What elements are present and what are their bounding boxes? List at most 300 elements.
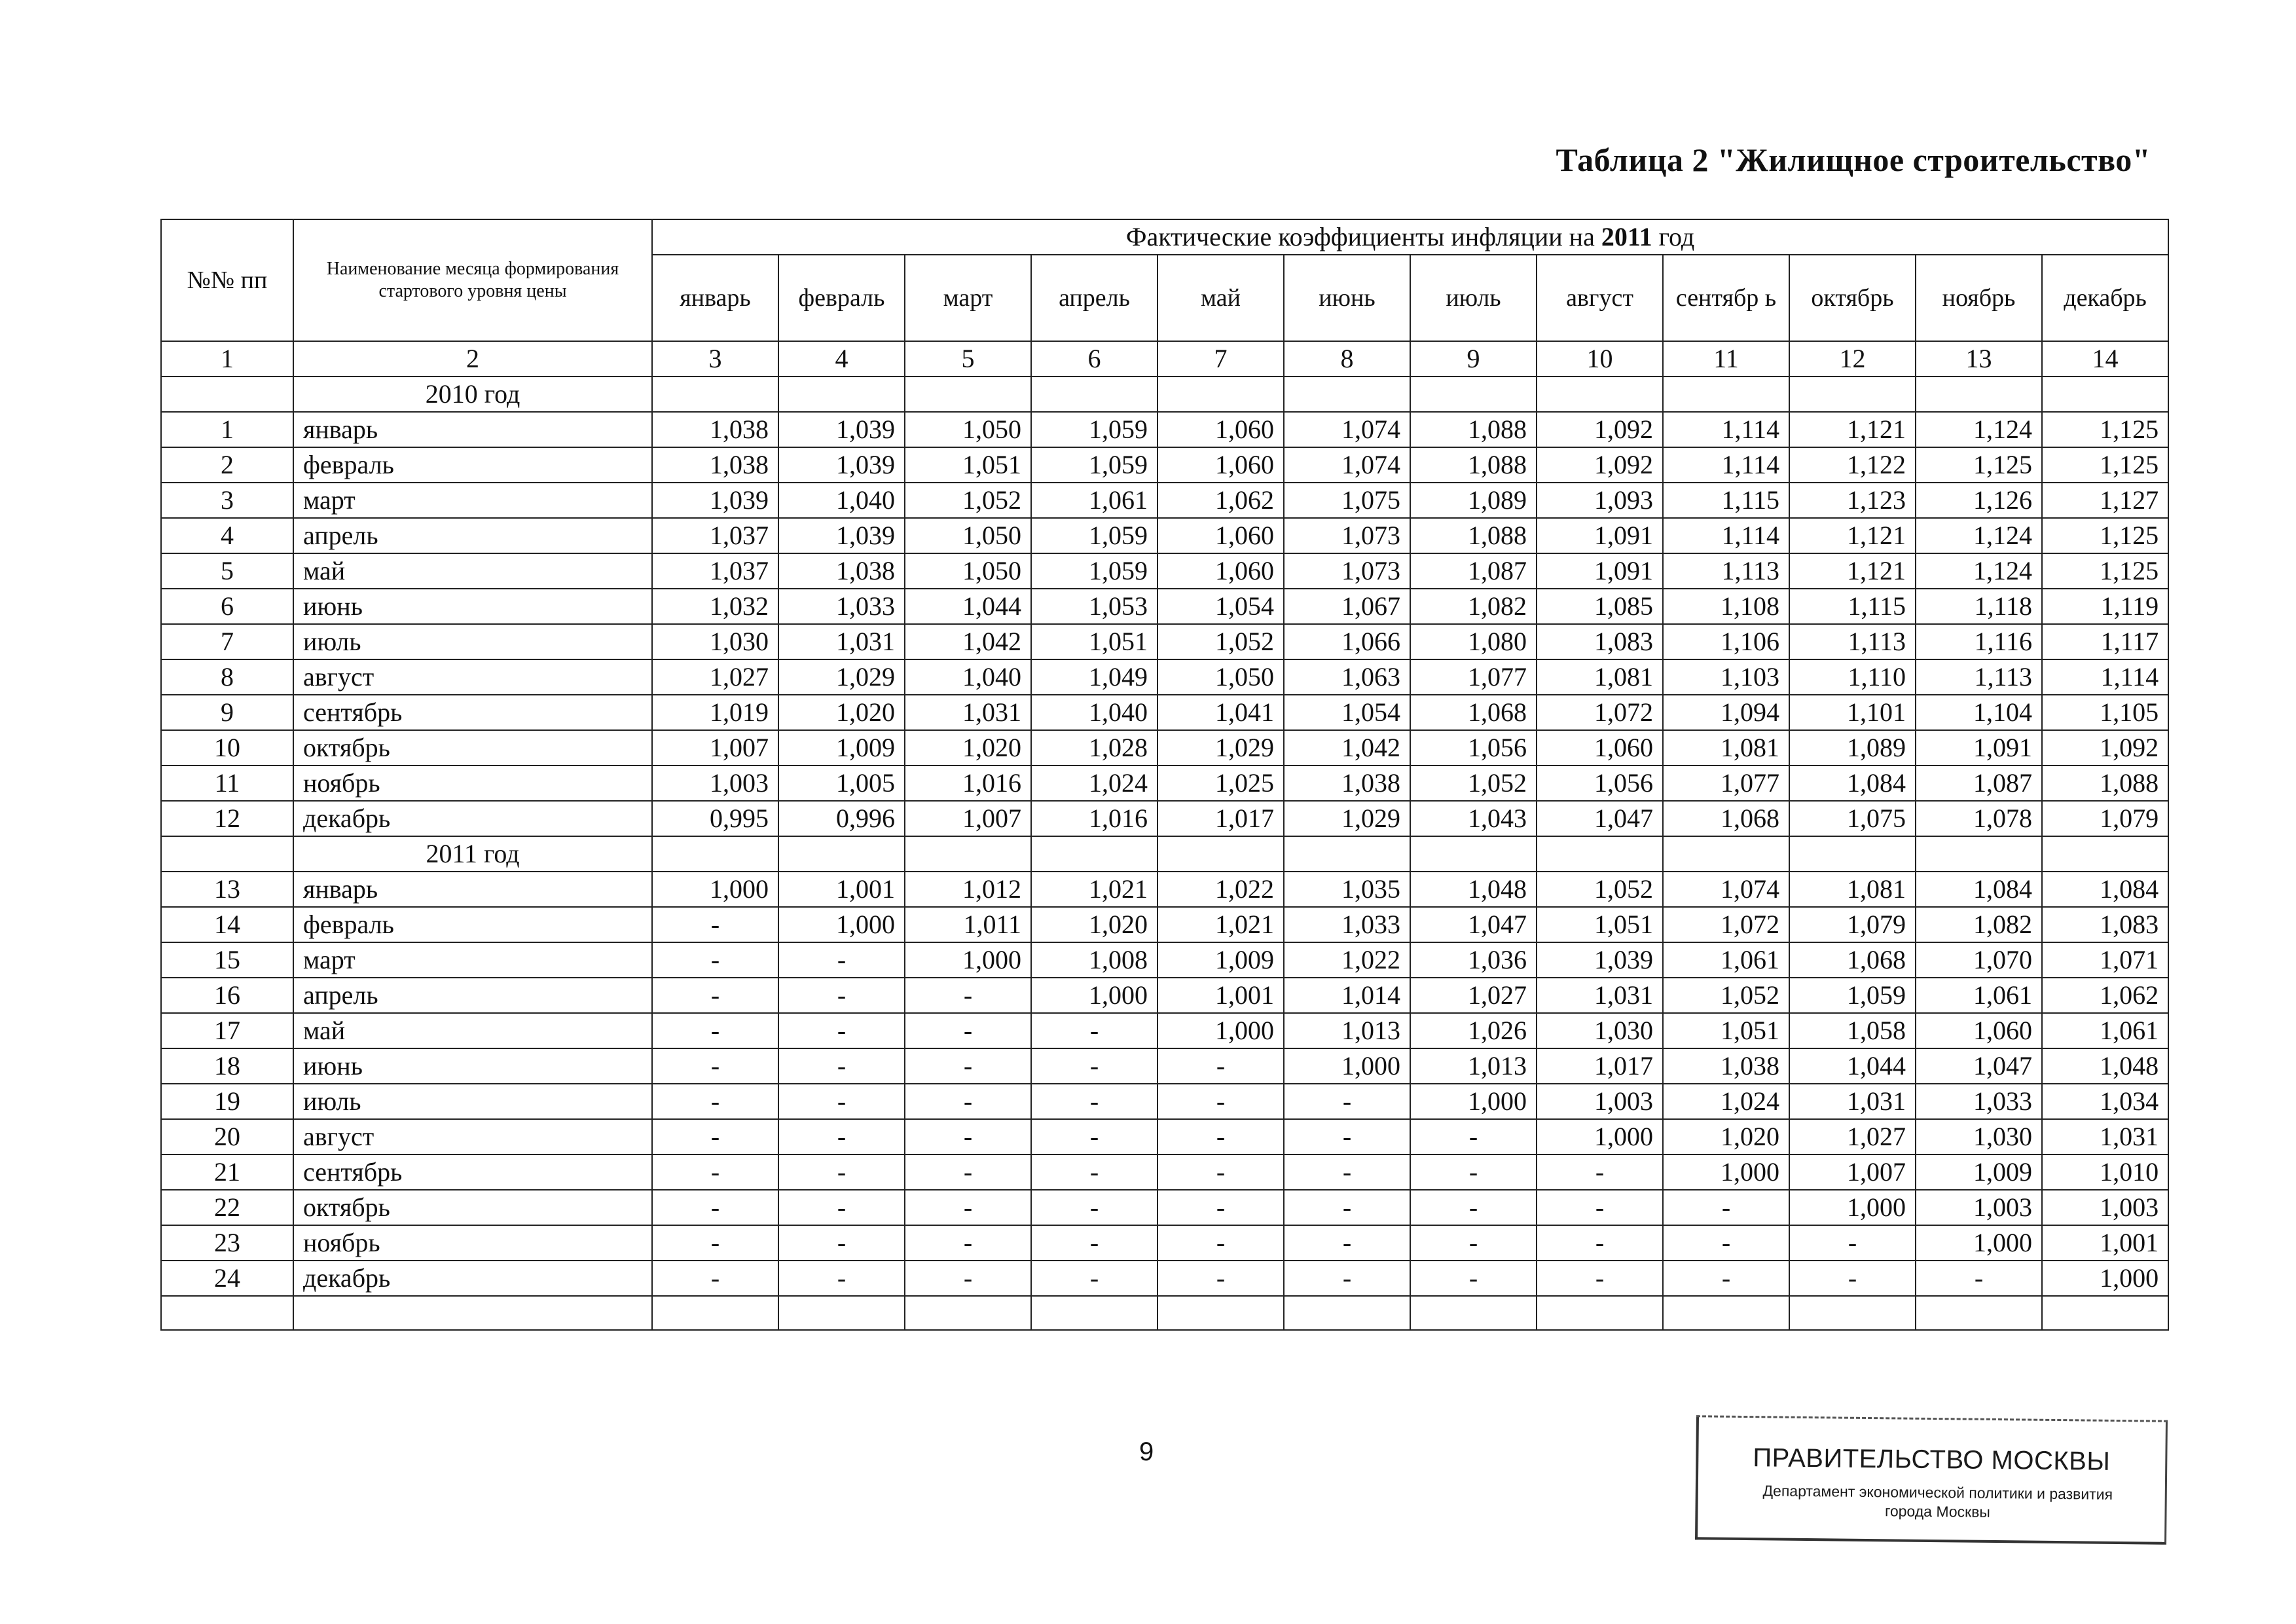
header-month-6: июнь bbox=[1284, 255, 1410, 341]
coefficient-cell: 1,031 bbox=[2042, 1119, 2168, 1154]
coefficient-cell: - bbox=[652, 1190, 778, 1225]
coefficient-cell: 1,067 bbox=[1284, 589, 1410, 624]
table-row bbox=[161, 659, 2168, 695]
year-empty-cell bbox=[1284, 836, 1410, 872]
coefficient-cell: 1,039 bbox=[778, 412, 905, 447]
coefficient-cell: 1,059 bbox=[1789, 978, 1916, 1013]
coefficient-cell: 1,014 bbox=[1284, 978, 1410, 1013]
year-empty-cell bbox=[161, 377, 293, 412]
coefficient-cell: - bbox=[1157, 1048, 1284, 1084]
coefficient-cell: 1,038 bbox=[778, 553, 905, 589]
year-empty-cell bbox=[1031, 836, 1157, 872]
row-number: 16 bbox=[161, 978, 293, 1013]
coefficient-cell: 1,029 bbox=[1157, 730, 1284, 766]
coefficient-cell: 1,042 bbox=[905, 624, 1031, 659]
coefficient-cell: 1,000 bbox=[652, 872, 778, 907]
coefficient-cell: - bbox=[1410, 1154, 1537, 1190]
coefficient-cell: 1,059 bbox=[1031, 518, 1157, 553]
row-number: 14 bbox=[161, 907, 293, 942]
coefficient-cell: 1,060 bbox=[1157, 518, 1284, 553]
coefficient-cell: 1,122 bbox=[1789, 447, 1916, 483]
year-row-2011 bbox=[161, 836, 2168, 872]
coefficient-cell: 1,029 bbox=[778, 659, 905, 695]
year-empty-cell bbox=[1537, 836, 1663, 872]
header-group-suffix: год bbox=[1652, 222, 1695, 251]
coefficient-cell: 1,027 bbox=[652, 659, 778, 695]
coefficient-cell: - bbox=[1157, 1225, 1284, 1261]
row-month: декабрь bbox=[293, 1261, 652, 1296]
row-month: сентябрь bbox=[293, 1154, 652, 1190]
coefficient-cell: 1,056 bbox=[1537, 766, 1663, 801]
table-row bbox=[161, 1225, 2168, 1261]
coefficient-cell: 1,081 bbox=[1537, 659, 1663, 695]
coefficient-cell: 1,031 bbox=[1537, 978, 1663, 1013]
coefficient-cell: 1,121 bbox=[1789, 518, 1916, 553]
header-group-year: 2011 bbox=[1601, 222, 1652, 251]
row-month: апрель bbox=[293, 978, 652, 1013]
row-number: 15 bbox=[161, 942, 293, 978]
coefficient-cell: 1,053 bbox=[1031, 589, 1157, 624]
coefficient-cell: 1,005 bbox=[778, 766, 905, 801]
coefficient-cell: 1,030 bbox=[1537, 1013, 1663, 1048]
coefficient-cell: 1,012 bbox=[905, 872, 1031, 907]
coefficient-cell: 1,124 bbox=[1916, 412, 2042, 447]
coefficient-cell: 1,089 bbox=[1410, 483, 1537, 518]
row-month: июнь bbox=[293, 589, 652, 624]
coefficient-cell: 1,068 bbox=[1410, 695, 1537, 730]
empty-cell bbox=[1031, 1296, 1157, 1330]
year-empty-cell bbox=[1284, 377, 1410, 412]
row-number: 19 bbox=[161, 1084, 293, 1119]
coefficient-cell: - bbox=[1410, 1261, 1537, 1296]
coefficient-cell: 1,016 bbox=[905, 766, 1031, 801]
empty-cell bbox=[161, 1296, 293, 1330]
coefficient-cell: 1,047 bbox=[1916, 1048, 2042, 1084]
coefficient-cell: 1,060 bbox=[1157, 553, 1284, 589]
empty-cell bbox=[1789, 1296, 1916, 1330]
row-month: июль bbox=[293, 624, 652, 659]
table-row bbox=[161, 801, 2168, 836]
row-number: 5 bbox=[161, 553, 293, 589]
coefficient-cell: 1,073 bbox=[1284, 518, 1410, 553]
column-index-10: 10 bbox=[1537, 341, 1663, 377]
coefficient-cell: 0,995 bbox=[652, 801, 778, 836]
coefficient-cell: 1,050 bbox=[905, 518, 1031, 553]
header-month-7: июль bbox=[1410, 255, 1537, 341]
coefficient-cell: - bbox=[652, 942, 778, 978]
coefficient-cell: 1,043 bbox=[1410, 801, 1537, 836]
coefficient-cell: - bbox=[778, 1048, 905, 1084]
header-month-8: август bbox=[1537, 255, 1663, 341]
coefficient-cell: 1,000 bbox=[1789, 1190, 1916, 1225]
coefficient-cell: 1,116 bbox=[1916, 624, 2042, 659]
coefficient-cell: 1,072 bbox=[1537, 695, 1663, 730]
coefficient-cell: 1,000 bbox=[1031, 978, 1157, 1013]
coefficient-cell: 1,106 bbox=[1663, 624, 1789, 659]
coefficient-cell: 1,059 bbox=[1031, 412, 1157, 447]
column-index-9: 9 bbox=[1410, 341, 1537, 377]
column-index-7: 7 bbox=[1157, 341, 1284, 377]
coefficient-cell: 1,037 bbox=[652, 553, 778, 589]
coefficient-cell: 1,088 bbox=[1410, 412, 1537, 447]
year-empty-cell bbox=[2042, 836, 2168, 872]
header-month-4: апрель bbox=[1031, 255, 1157, 341]
coefficient-cell: 1,093 bbox=[1537, 483, 1663, 518]
coefficient-cell: - bbox=[1031, 1261, 1157, 1296]
coefficient-cell: 1,003 bbox=[1916, 1190, 2042, 1225]
coefficient-cell: 1,115 bbox=[1789, 589, 1916, 624]
column-index-5: 5 bbox=[905, 341, 1031, 377]
column-index-6: 6 bbox=[1031, 341, 1157, 377]
coefficient-cell: 1,114 bbox=[1663, 412, 1789, 447]
row-number: 23 bbox=[161, 1225, 293, 1261]
coefficient-cell: - bbox=[778, 1154, 905, 1190]
row-month: ноябрь bbox=[293, 1225, 652, 1261]
coefficient-cell: - bbox=[1031, 1013, 1157, 1048]
coefficient-cell: 1,125 bbox=[2042, 553, 2168, 589]
coefficient-cell: 1,038 bbox=[652, 447, 778, 483]
empty-cell bbox=[2042, 1296, 2168, 1330]
coefficient-cell: - bbox=[1537, 1190, 1663, 1225]
inflation-table bbox=[160, 219, 2169, 1331]
coefficient-cell: 1,091 bbox=[1537, 518, 1663, 553]
department-stamp bbox=[1695, 1415, 2168, 1545]
coefficient-cell: 1,017 bbox=[1157, 801, 1284, 836]
coefficient-cell: 1,092 bbox=[2042, 730, 2168, 766]
coefficient-cell: - bbox=[778, 1190, 905, 1225]
coefficient-cell: 1,087 bbox=[1916, 766, 2042, 801]
coefficient-cell: 1,068 bbox=[1663, 801, 1789, 836]
coefficient-cell: 1,091 bbox=[1537, 553, 1663, 589]
row-month: январь bbox=[293, 872, 652, 907]
coefficient-cell: 1,077 bbox=[1410, 659, 1537, 695]
coefficient-cell: 1,084 bbox=[1916, 872, 2042, 907]
year-empty-cell bbox=[652, 836, 778, 872]
coefficient-cell: 1,061 bbox=[1663, 942, 1789, 978]
coefficient-cell: - bbox=[905, 1119, 1031, 1154]
coefficient-cell: - bbox=[905, 978, 1031, 1013]
coefficient-cell: 1,010 bbox=[2042, 1154, 2168, 1190]
year-empty-cell bbox=[1410, 836, 1537, 872]
coefficient-cell: - bbox=[1284, 1190, 1410, 1225]
coefficient-cell: 1,060 bbox=[1537, 730, 1663, 766]
row-number: 8 bbox=[161, 659, 293, 695]
coefficient-cell: 1,000 bbox=[1410, 1084, 1537, 1119]
row-month: март bbox=[293, 483, 652, 518]
coefficient-cell: 1,000 bbox=[778, 907, 905, 942]
column-index-2: 2 bbox=[293, 341, 652, 377]
coefficient-cell: 1,000 bbox=[2042, 1261, 2168, 1296]
coefficient-cell: 1,085 bbox=[1537, 589, 1663, 624]
coefficient-cell: 1,019 bbox=[652, 695, 778, 730]
row-number: 1 bbox=[161, 412, 293, 447]
column-index-14: 14 bbox=[2042, 341, 2168, 377]
coefficient-cell: 1,125 bbox=[2042, 518, 2168, 553]
coefficient-cell: 1,000 bbox=[1537, 1119, 1663, 1154]
table-row bbox=[161, 518, 2168, 553]
coefficient-cell: 1,027 bbox=[1789, 1119, 1916, 1154]
coefficient-cell: 1,110 bbox=[1789, 659, 1916, 695]
table-row bbox=[161, 695, 2168, 730]
row-month: август bbox=[293, 1119, 652, 1154]
year-row-2010 bbox=[161, 377, 2168, 412]
coefficient-cell: 1,060 bbox=[1157, 447, 1284, 483]
coefficient-cell: 1,035 bbox=[1284, 872, 1410, 907]
row-number: 11 bbox=[161, 766, 293, 801]
row-month: май bbox=[293, 553, 652, 589]
coefficient-cell: 1,059 bbox=[1031, 447, 1157, 483]
coefficient-cell: 1,020 bbox=[905, 730, 1031, 766]
coefficient-cell: 1,034 bbox=[2042, 1084, 2168, 1119]
coefficient-cell: 1,101 bbox=[1789, 695, 1916, 730]
table-body bbox=[161, 341, 2168, 1330]
row-month: октябрь bbox=[293, 730, 652, 766]
coefficient-cell: - bbox=[1284, 1261, 1410, 1296]
table-row bbox=[161, 1154, 2168, 1190]
coefficient-cell: - bbox=[905, 1048, 1031, 1084]
row-number: 3 bbox=[161, 483, 293, 518]
coefficient-cell: 1,039 bbox=[1537, 942, 1663, 978]
table-row bbox=[161, 589, 2168, 624]
coefficient-cell: 1,009 bbox=[1157, 942, 1284, 978]
table-row bbox=[161, 1261, 2168, 1296]
coefficient-cell: - bbox=[652, 1119, 778, 1154]
coefficient-cell: 1,020 bbox=[1663, 1119, 1789, 1154]
coefficient-cell: 1,040 bbox=[1031, 695, 1157, 730]
row-month: ноябрь bbox=[293, 766, 652, 801]
coefficient-cell: - bbox=[652, 1225, 778, 1261]
coefficient-cell: - bbox=[652, 1261, 778, 1296]
coefficient-cell: 1,094 bbox=[1663, 695, 1789, 730]
coefficient-cell: 1,041 bbox=[1157, 695, 1284, 730]
row-month: февраль bbox=[293, 447, 652, 483]
coefficient-cell: 1,082 bbox=[1916, 907, 2042, 942]
coefficient-cell: 1,051 bbox=[1663, 1013, 1789, 1048]
coefficient-cell: 1,038 bbox=[1284, 766, 1410, 801]
coefficient-cell: 1,003 bbox=[2042, 1190, 2168, 1225]
coefficient-cell: - bbox=[905, 1225, 1031, 1261]
coefficient-cell: 1,042 bbox=[1284, 730, 1410, 766]
empty-cell bbox=[1537, 1296, 1663, 1330]
coefficient-cell: 1,000 bbox=[1916, 1225, 2042, 1261]
coefficient-cell: 1,075 bbox=[1284, 483, 1410, 518]
coefficient-cell: 1,124 bbox=[1916, 553, 2042, 589]
coefficient-cell: - bbox=[1157, 1084, 1284, 1119]
coefficient-cell: - bbox=[1537, 1154, 1663, 1190]
row-month: июль bbox=[293, 1084, 652, 1119]
coefficient-cell: 1,031 bbox=[1789, 1084, 1916, 1119]
coefficient-cell: 1,062 bbox=[2042, 978, 2168, 1013]
year-empty-cell bbox=[1537, 377, 1663, 412]
year-empty-cell bbox=[1031, 377, 1157, 412]
row-number: 9 bbox=[161, 695, 293, 730]
coefficient-cell: - bbox=[1284, 1119, 1410, 1154]
coefficient-cell: 1,118 bbox=[1916, 589, 2042, 624]
coefficient-cell: 1,061 bbox=[1031, 483, 1157, 518]
table-row bbox=[161, 553, 2168, 589]
coefficient-cell: - bbox=[1789, 1261, 1916, 1296]
coefficient-cell: 1,050 bbox=[1157, 659, 1284, 695]
coefficient-cell: - bbox=[1663, 1261, 1789, 1296]
coefficient-cell: - bbox=[905, 1013, 1031, 1048]
row-month: май bbox=[293, 1013, 652, 1048]
coefficient-cell: 1,044 bbox=[905, 589, 1031, 624]
coefficient-cell: - bbox=[1663, 1225, 1789, 1261]
coefficient-cell: 1,056 bbox=[1410, 730, 1537, 766]
row-month: октябрь bbox=[293, 1190, 652, 1225]
coefficient-cell: - bbox=[1031, 1154, 1157, 1190]
year-empty-cell bbox=[161, 836, 293, 872]
coefficient-cell: 1,105 bbox=[2042, 695, 2168, 730]
coefficient-cell: 1,088 bbox=[1410, 518, 1537, 553]
coefficient-cell: 1,007 bbox=[1789, 1154, 1916, 1190]
coefficient-cell: 1,059 bbox=[1031, 553, 1157, 589]
column-index-1: 1 bbox=[161, 341, 293, 377]
coefficient-cell: 1,033 bbox=[1284, 907, 1410, 942]
table-row bbox=[161, 907, 2168, 942]
coefficient-cell: 1,103 bbox=[1663, 659, 1789, 695]
coefficient-cell: 1,113 bbox=[1663, 553, 1789, 589]
empty-cell bbox=[1410, 1296, 1537, 1330]
coefficient-cell: - bbox=[652, 1048, 778, 1084]
year-empty-cell bbox=[778, 377, 905, 412]
header-month-1: январь bbox=[652, 255, 778, 341]
year-empty-cell bbox=[1916, 377, 2042, 412]
coefficient-cell: 1,051 bbox=[1537, 907, 1663, 942]
coefficient-cell: - bbox=[1663, 1190, 1789, 1225]
coefficient-cell: 1,058 bbox=[1789, 1013, 1916, 1048]
table-row bbox=[161, 1119, 2168, 1154]
coefficient-cell: - bbox=[652, 978, 778, 1013]
header-month-3: март bbox=[905, 255, 1031, 341]
empty-cell bbox=[778, 1296, 905, 1330]
coefficient-cell: 1,050 bbox=[905, 553, 1031, 589]
coefficient-cell: 1,048 bbox=[2042, 1048, 2168, 1084]
coefficient-cell: 1,126 bbox=[1916, 483, 2042, 518]
year-empty-cell bbox=[1916, 836, 2042, 872]
coefficient-cell: 1,073 bbox=[1284, 553, 1410, 589]
coefficient-cell: - bbox=[652, 1154, 778, 1190]
coefficient-cell: 1,121 bbox=[1789, 412, 1916, 447]
coefficient-cell: 1,052 bbox=[1157, 624, 1284, 659]
coefficient-cell: 1,052 bbox=[1410, 766, 1537, 801]
coefficient-cell: 1,113 bbox=[1789, 624, 1916, 659]
row-number: 6 bbox=[161, 589, 293, 624]
year-empty-cell bbox=[905, 377, 1031, 412]
header-month-5: май bbox=[1157, 255, 1284, 341]
coefficient-cell: 1,008 bbox=[1031, 942, 1157, 978]
coefficient-cell: 1,039 bbox=[652, 483, 778, 518]
coefficient-cell: 1,001 bbox=[778, 872, 905, 907]
coefficient-cell: - bbox=[1537, 1261, 1663, 1296]
coefficient-cell: 1,061 bbox=[1916, 978, 2042, 1013]
coefficient-cell: 1,036 bbox=[1410, 942, 1537, 978]
coefficient-cell: 1,062 bbox=[1157, 483, 1284, 518]
coefficient-cell: - bbox=[1410, 1119, 1537, 1154]
year-empty-cell bbox=[1663, 836, 1789, 872]
table-row bbox=[161, 624, 2168, 659]
coefficient-cell: 1,003 bbox=[652, 766, 778, 801]
header-month-11: ноябрь bbox=[1916, 255, 2042, 341]
coefficient-cell: - bbox=[1410, 1190, 1537, 1225]
coefficient-cell: 1,077 bbox=[1663, 766, 1789, 801]
coefficient-cell: 1,052 bbox=[1663, 978, 1789, 1013]
coefficient-cell: 1,074 bbox=[1284, 447, 1410, 483]
coefficient-cell: 1,021 bbox=[1157, 907, 1284, 942]
row-number: 18 bbox=[161, 1048, 293, 1084]
header-month-2: февраль bbox=[778, 255, 905, 341]
coefficient-cell: 1,030 bbox=[652, 624, 778, 659]
coefficient-cell: 1,124 bbox=[1916, 518, 2042, 553]
coefficient-cell: 1,007 bbox=[905, 801, 1031, 836]
year-empty-cell bbox=[1157, 377, 1284, 412]
coefficient-cell: 1,119 bbox=[2042, 589, 2168, 624]
column-index-12: 12 bbox=[1789, 341, 1916, 377]
year-empty-cell bbox=[1789, 836, 1916, 872]
row-month: март bbox=[293, 942, 652, 978]
coefficient-cell: 1,013 bbox=[1410, 1048, 1537, 1084]
coefficient-cell: 1,068 bbox=[1789, 942, 1916, 978]
coefficient-cell: - bbox=[1284, 1084, 1410, 1119]
coefficient-cell: 1,066 bbox=[1284, 624, 1410, 659]
coefficient-cell: 1,050 bbox=[905, 412, 1031, 447]
coefficient-cell: 1,084 bbox=[2042, 872, 2168, 907]
coefficient-cell: 1,020 bbox=[778, 695, 905, 730]
coefficient-cell: - bbox=[1284, 1225, 1410, 1261]
coefficient-cell: 1,052 bbox=[1537, 872, 1663, 907]
empty-cell bbox=[905, 1296, 1031, 1330]
coefficient-cell: 1,127 bbox=[2042, 483, 2168, 518]
empty-cell bbox=[293, 1296, 652, 1330]
coefficient-cell: 1,026 bbox=[1410, 1013, 1537, 1048]
coefficient-cell: 1,038 bbox=[1663, 1048, 1789, 1084]
coefficient-cell: - bbox=[1789, 1225, 1916, 1261]
coefficient-cell: - bbox=[1031, 1190, 1157, 1225]
table-row bbox=[161, 942, 2168, 978]
table-row bbox=[161, 412, 2168, 447]
coefficient-cell: 1,000 bbox=[1284, 1048, 1410, 1084]
coefficient-cell: 1,074 bbox=[1663, 872, 1789, 907]
row-number: 24 bbox=[161, 1261, 293, 1296]
coefficient-cell: 1,024 bbox=[1663, 1084, 1789, 1119]
row-number: 22 bbox=[161, 1190, 293, 1225]
coefficient-cell: - bbox=[1284, 1154, 1410, 1190]
coefficient-cell: 1,054 bbox=[1157, 589, 1284, 624]
table-row bbox=[161, 730, 2168, 766]
empty-cell bbox=[1284, 1296, 1410, 1330]
row-number: 10 bbox=[161, 730, 293, 766]
coefficient-cell: 1,083 bbox=[2042, 907, 2168, 942]
coefficient-cell: 1,007 bbox=[652, 730, 778, 766]
header-group-prefix: Фактические коэффициенты инфляции на bbox=[1125, 222, 1601, 251]
coefficient-cell: 1,033 bbox=[778, 589, 905, 624]
coefficient-cell: 1,071 bbox=[2042, 942, 2168, 978]
empty-cell bbox=[1916, 1296, 2042, 1330]
column-index-13: 13 bbox=[1916, 341, 2042, 377]
coefficient-cell: 1,060 bbox=[1157, 412, 1284, 447]
row-month: апрель bbox=[293, 518, 652, 553]
coefficient-cell: 1,088 bbox=[2042, 766, 2168, 801]
coefficient-cell: 1,051 bbox=[1031, 624, 1157, 659]
table-row bbox=[161, 766, 2168, 801]
coefficient-cell: 1,049 bbox=[1031, 659, 1157, 695]
coefficient-cell: 1,029 bbox=[1284, 801, 1410, 836]
coefficient-cell: - bbox=[778, 1225, 905, 1261]
coefficient-cell: - bbox=[1537, 1225, 1663, 1261]
coefficient-cell: 1,121 bbox=[1789, 553, 1916, 589]
header-num: №№ пп bbox=[161, 219, 293, 341]
row-month: август bbox=[293, 659, 652, 695]
